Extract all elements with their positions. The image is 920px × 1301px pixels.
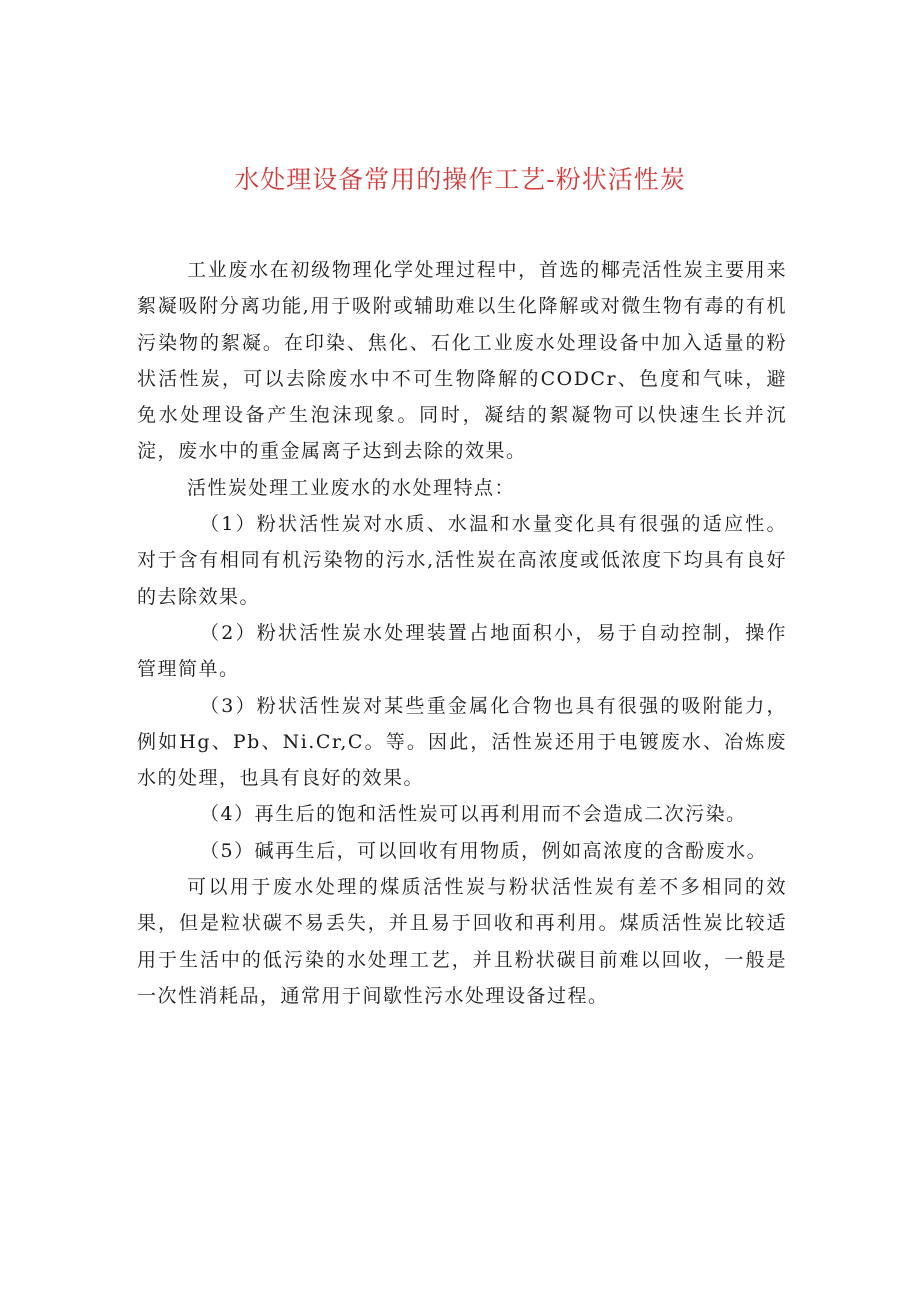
paragraph-feature-1: （1）粉状活性炭对水质、水温和水量变化具有很强的适应性。对于含有相同有机污染物的污水,活性炭在高浓度或低浓度下均具有良好的去除效果。	[137, 513, 787, 608]
paragraph-feature-2: （2）粉状活性炭水处理装置占地面积小，易于自动控制，操作管理简单。	[137, 621, 787, 681]
document-body	[137, 252, 787, 1014]
paragraph-feature-3: （3）粉状活性炭对某些重金属化合物也具有很强的吸附能力，例如Hg、Pb、Ni.Cr,C。等。因此，活性炭还用于电镀废水、冶炼废水的处理，也具有良好的效果。	[137, 694, 787, 790]
paragraph-feature-4: （4）再生后的饱和活性炭可以再利用而不会造成二次污染。	[200, 803, 747, 826]
paragraph-features-heading: 活性炭处理工业废水的水处理特点：	[187, 476, 516, 499]
paragraph-conclusion: 可以用于废水处理的煤质活性炭与粉状活性炭有差不多相同的效果，但是粒状碳不易丢失，并且易于回收和再利用。煤质活性炭比较适用于生活中的低污染的水处理工艺，并且粉状碳目前难以回收，一般是一次性消耗品，通常用于间歇性污水处理设备过程。	[137, 876, 787, 1007]
document-title: 水处理设备常用的操作工艺-粉状活性炭	[234, 165, 686, 194]
paragraph-feature-5: （5）碱再生后，可以回收有用物质，例如高浓度的含酚废水。	[200, 839, 768, 862]
paragraph-intro: 工业废水在初级物理化学处理过程中，首选的椰壳活性炭主要用来絮凝吸附分离功能,用于吸附或辅助难以生化降解或对微生物有毒的有机污染物的絮凝。在印染、焦化、石化工业废水处理设备中加入适量的粉状活性炭，可以去除废水中不可生物降解的CODCr、色度和气味，避免水处理设备产生泡沫现象。同时，凝结的絮凝物可以快速生长并沉淀，废水中的重金属离子达到去除的效果。	[137, 259, 787, 463]
